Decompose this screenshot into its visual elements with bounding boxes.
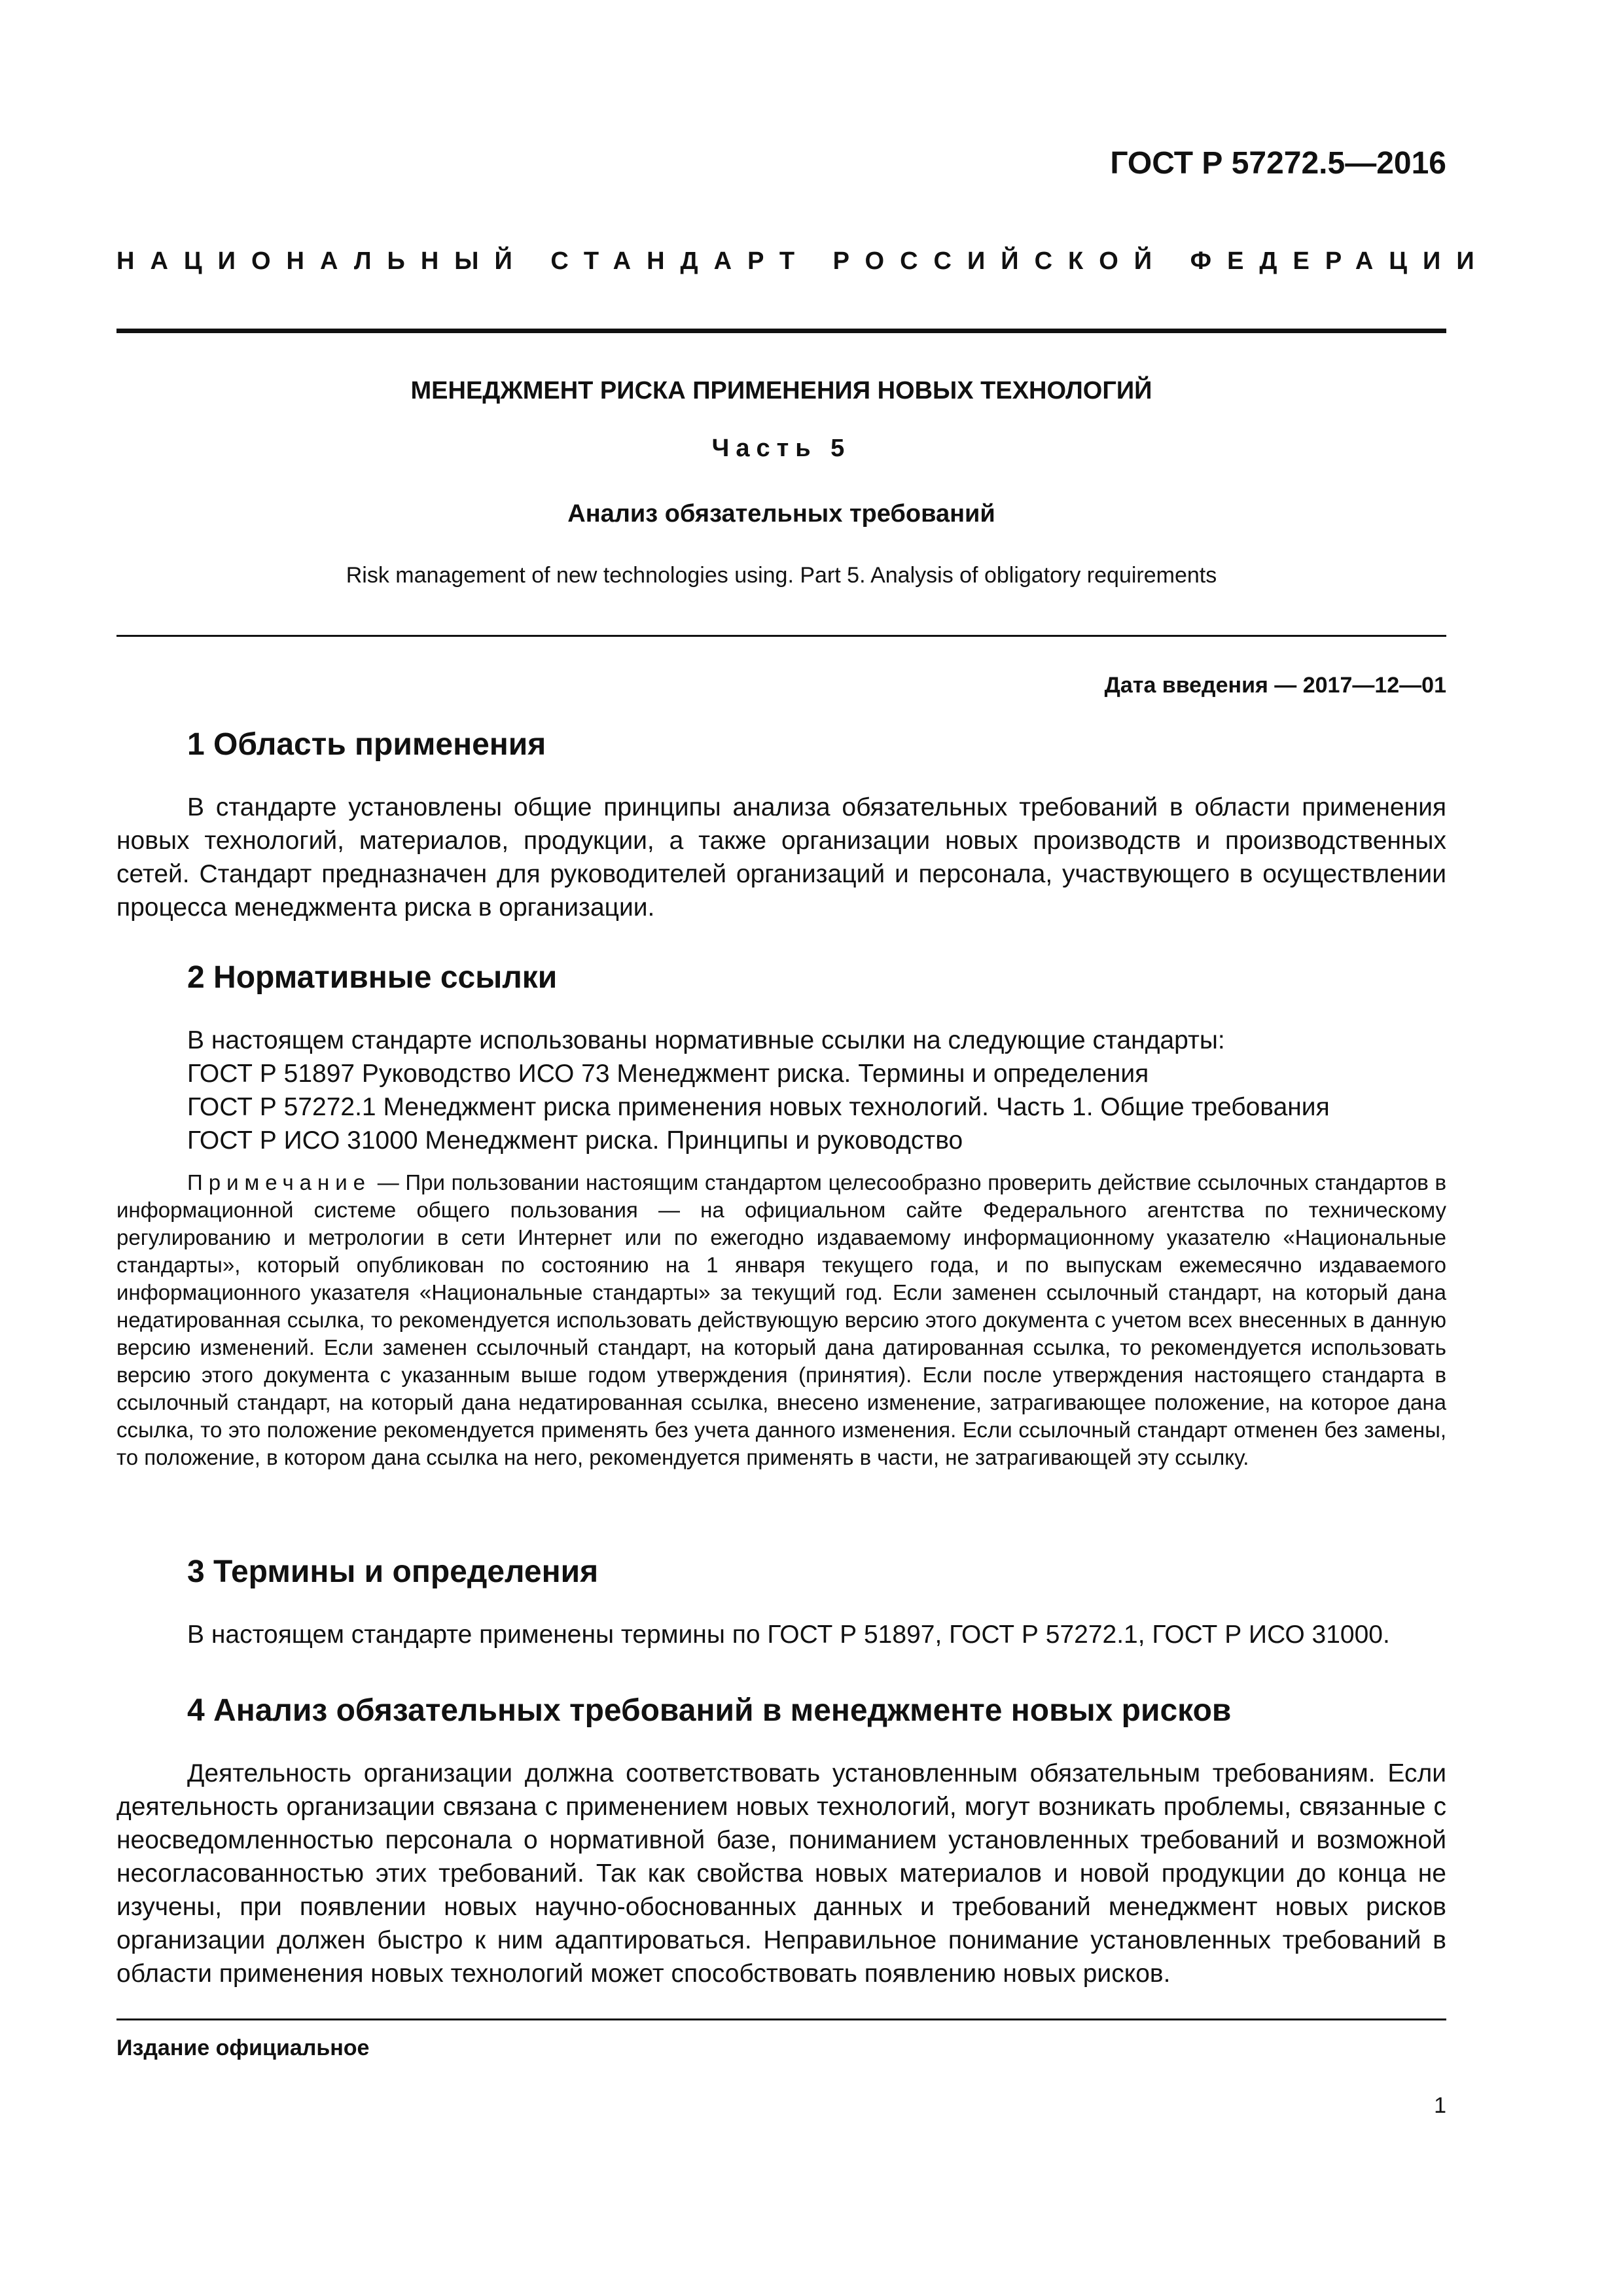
section-2-refs	[116, 1024, 1446, 1157]
page-number: 1	[1434, 2093, 1446, 2118]
national-standard-heading: НАЦИОНАЛЬНЫЙ СТАНДАРТ РОССИЙСКОЙ ФЕДЕРАЦИИ	[116, 247, 1490, 275]
section-2	[116, 960, 1446, 996]
document-subtitle: Анализ обязательных требований	[567, 500, 995, 528]
section-4	[116, 1693, 1446, 1729]
footer-divider	[116, 2018, 1446, 2020]
section-1-body	[116, 791, 1446, 924]
introduction-date: Дата введения — 2017—12—01	[1104, 673, 1446, 698]
section-1	[116, 726, 1446, 762]
section-paragraph: Деятельность организации должна соответствовать установленным обязательным требованиям. Если деятельность организации связана с применением новых технологий, могут возникать проблемы, связанные с неосведомленностью персонала о нормативной базе, пониманием установленных требований и возможной несогласованностью этих требований. Так как свойства новых материалов и новой продукции до конца не изучены, при появлении новых научно-обоснованных данных и требований менеджмент новых рисков организации должен быстро к ним адаптироваться. Неправильное понимание установленных требований в области применения новых технологий может способствовать появлению новых рисков.	[116, 1759, 1446, 1988]
header-divider	[116, 329, 1446, 333]
note-label: Примечание	[187, 1170, 372, 1194]
reference-item: ГОСТ Р 57272.1 Менеджмент риска применения новых технологий. Часть 1. Общие требования	[187, 1093, 1330, 1121]
section-heading: 2 Нормативные ссылки	[187, 960, 558, 995]
gost-code: ГОСТ Р 57272.5—2016	[1110, 146, 1446, 181]
section-3-body	[116, 1618, 1446, 1651]
title-divider	[116, 635, 1446, 637]
edition-label: Издание официальное	[116, 2036, 370, 2060]
section-2-note	[116, 1169, 1446, 1471]
section-4-body	[116, 1757, 1446, 1990]
section-heading: 1 Область применения	[187, 727, 546, 762]
note-text: — При пользовании настоящим стандартом целесообразно проверить действие ссылочных стандартов в информационной системе общего пользования — на официальном сайте Федерального агентства по техническому регулированию и метрологии в сети Интернет или по ежегодно издаваемому информационному указателю «Национальные стандарты», который опубликован по состоянию на 1 января текущего года, и по выпускам ежемесячно издаваемого информационного указателя «Национальные стандарты» за текущий год. Если заменен ссылочный стандарт, на который дана недатированная ссылка, то рекомендуется использовать действующую версию этого документа с учетом всех внесенных в данную версию изменений. Если заменен ссылочный стандарт, на который дана датированная ссылка, то рекомендуется использовать версию этого документа с указанным выше годом утверждения (принятия). Если после утверждения настоящего стандарта в ссылочный стандарт, на который дана недатированная ссылка, внесено изменение, затрагивающее положение, на которое дана ссылка, то это положение рекомендуется применять без учета данного изменения. Если ссылочный стандарт отменен без замены, то положение, в котором дана ссылка на него, рекомендуется применять в части, не затрагивающей эту ссылку.	[116, 1170, 1446, 1469]
section-paragraph: В стандарте установлены общие принципы анализа обязательных требований в области применения новых технологий, материалов, продукции, а также организации новых производств и производственных сетей. Стандарт предназначен для руководителей организаций и персонала, участвующего в осуществлении процесса менеджмента риска в организации.	[116, 793, 1446, 922]
note-paragraph	[116, 1169, 1446, 1471]
section-paragraph: В настоящем стандарте применены термины по ГОСТ Р 51897, ГОСТ Р 57272.1, ГОСТ Р ИСО 31000.	[187, 1621, 1390, 1649]
reference-item: ГОСТ Р ИСО 31000 Менеджмент риска. Принципы и руководство	[187, 1126, 963, 1155]
document-title: МЕНЕДЖМЕНТ РИСКА ПРИМЕНЕНИЯ НОВЫХ ТЕХНОЛОГИЙ	[410, 377, 1152, 404]
section-heading: 3 Термины и определения	[187, 1554, 599, 1589]
english-title: Risk management of new technologies using. Part 5. Analysis of obligatory requirements	[346, 563, 1217, 588]
section-heading: 4 Анализ обязательных требований в менеджменте новых рисков	[187, 1693, 1232, 1728]
document-part: Часть 5	[711, 435, 851, 462]
reference-item: ГОСТ Р 51897 Руководство ИСО 73 Менеджмент риска. Термины и определения	[187, 1060, 1149, 1088]
section-3	[116, 1554, 1446, 1590]
references-intro: В настоящем стандарте использованы нормативные ссылки на следующие стандарты:	[187, 1026, 1225, 1054]
